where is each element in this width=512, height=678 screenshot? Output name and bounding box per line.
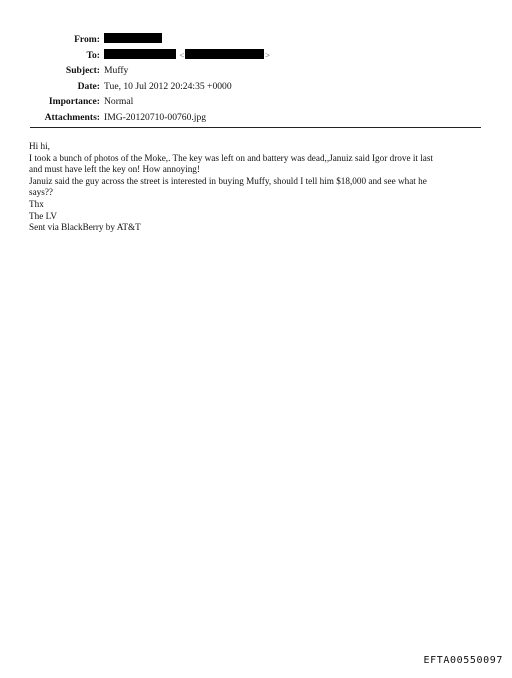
bates-number: EFTA00550097 [423, 655, 503, 666]
to-row [0, 48, 512, 64]
to-label: To: [86, 49, 100, 61]
date-label: Date: [77, 80, 100, 92]
email-header [0, 32, 512, 125]
from-label: From: [74, 34, 100, 45]
date-row [0, 79, 512, 95]
email-body [29, 141, 484, 234]
redaction-block [104, 49, 176, 59]
body-line: Thx [29, 198, 44, 209]
body-line: Sent via BlackBerry by AT&T [29, 222, 141, 233]
redaction-block [185, 49, 264, 59]
body-line: and must have left the key on! How annoying! [29, 164, 200, 175]
close-angle-bracket: > [265, 49, 270, 60]
redaction-block [104, 33, 162, 43]
to-value [104, 48, 270, 64]
from-value [104, 32, 162, 48]
importance-row [0, 94, 512, 110]
subject-row [0, 63, 512, 79]
body-line: I took a bunch of photos of the Moke,. The key was left on and battery was dead,,Januiz said Igor drove it last [29, 152, 433, 163]
header-divider [30, 127, 481, 128]
importance-label: Importance: [48, 96, 100, 107]
body-line: says?? [29, 187, 53, 198]
subject-label: Subject: [65, 65, 100, 76]
body-line: Hi hi, [29, 141, 50, 151]
subject-value: Muffy [104, 65, 129, 76]
body-line: The LV [29, 210, 57, 221]
open-angle-bracket: < [179, 49, 185, 60]
attachments-value: IMG-20120710-00760.jpg [104, 111, 207, 123]
importance-value: Normal [104, 96, 134, 107]
attachments-row [0, 110, 512, 126]
date-value: Tue, 10 Jul 2012 20:24:35 +0000 [104, 80, 232, 92]
body-line: Januiz said the guy across the street is interested in buying Muffy, should I tell him $18,000 and see what he [29, 175, 427, 186]
attachments-label: Attachments: [44, 111, 100, 123]
from-row [0, 32, 512, 48]
